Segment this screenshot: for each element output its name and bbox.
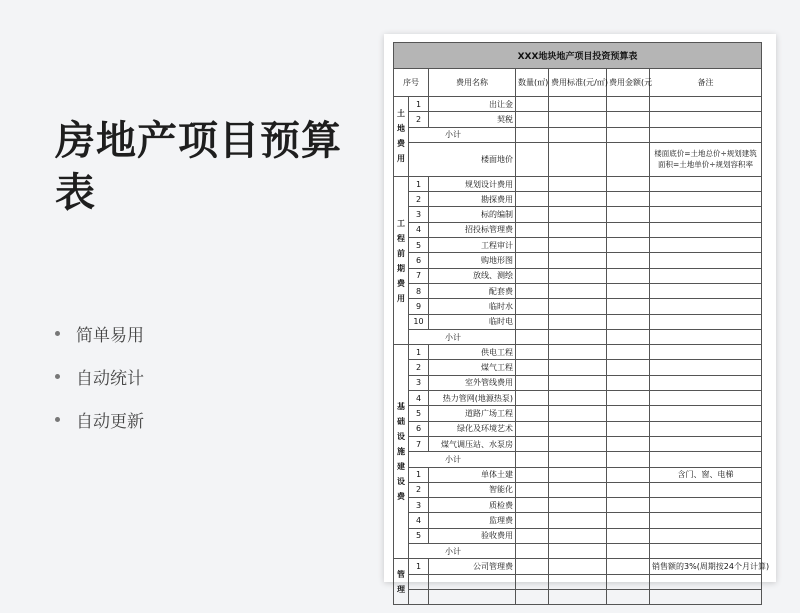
table-cell [549, 559, 607, 574]
row-number: 1 [409, 467, 429, 482]
row-note [650, 283, 762, 298]
table-cell [549, 360, 607, 375]
cost-name: 购地形图 [429, 253, 516, 268]
table-cell [516, 329, 549, 344]
table-row [394, 253, 762, 268]
cost-name: 配套费 [429, 283, 516, 298]
spreadsheet-preview [384, 34, 776, 594]
table-cell [516, 192, 549, 207]
header-std: 费用标准(元/㎡) [549, 69, 607, 97]
cost-name: 楼面地价 [409, 142, 516, 176]
table-cell [607, 142, 650, 176]
row-number: 4 [409, 222, 429, 237]
table-cell [516, 544, 549, 559]
subtotal-label: 小计 [409, 127, 516, 142]
header-seq: 序号 [394, 69, 429, 97]
table-title-row [394, 43, 762, 69]
table-cell [607, 176, 650, 191]
table-cell [607, 222, 650, 237]
row-number: 9 [409, 299, 429, 314]
table-cell [516, 207, 549, 222]
table-row [394, 268, 762, 283]
table-cell [607, 559, 650, 574]
table-cell [607, 544, 650, 559]
row-number: 2 [409, 482, 429, 497]
table-row [394, 436, 762, 451]
row-number: 3 [409, 375, 429, 390]
feature-item [55, 312, 144, 355]
table-cell [549, 268, 607, 283]
table-cell [549, 452, 607, 467]
table-cell [607, 467, 650, 482]
table-cell [516, 574, 549, 589]
table-row [394, 314, 762, 329]
table-cell [607, 314, 650, 329]
row-number: 5 [409, 528, 429, 543]
table-cell [650, 329, 762, 344]
table-cell [607, 406, 650, 421]
table-row [394, 528, 762, 543]
feature-label: 简单易用 [76, 326, 144, 346]
row-note [650, 176, 762, 191]
subtotal-label: 小计 [409, 329, 516, 344]
table-cell [516, 283, 549, 298]
table-cell [516, 268, 549, 283]
cost-name: 质检费 [429, 498, 516, 513]
table-cell [516, 345, 549, 360]
table-cell [650, 574, 762, 589]
table-cell [607, 238, 650, 253]
row-number: 7 [409, 268, 429, 283]
table-cell [516, 375, 549, 390]
cost-name: 公司管理费 [429, 559, 516, 574]
table-cell [607, 112, 650, 127]
cost-name: 煤气调压站、水泵房 [429, 436, 516, 451]
row-note [650, 299, 762, 314]
subtotal-row [394, 544, 762, 559]
row-note [650, 391, 762, 406]
table-row [394, 207, 762, 222]
table-cell [516, 238, 549, 253]
row-number: 1 [409, 345, 429, 360]
row-number: 5 [409, 406, 429, 421]
cost-name: 临时水 [429, 299, 516, 314]
feature-label: 自动统计 [76, 369, 144, 389]
table-cell [516, 112, 549, 127]
table-cell [607, 391, 650, 406]
table-row [394, 482, 762, 497]
row-note [650, 222, 762, 237]
table-row [394, 589, 762, 604]
table-cell [516, 406, 549, 421]
table-cell [607, 513, 650, 528]
cost-name: 放线、测绘 [429, 268, 516, 283]
table-cell [549, 574, 607, 589]
row-note: 销售额的3%(周期按24个月计算) [650, 559, 762, 574]
table-title: XXX地块地产项目投资预算表 [394, 43, 762, 69]
section-infra-label: 基础设施建设费 [394, 345, 409, 559]
table-cell [516, 436, 549, 451]
table-cell [607, 452, 650, 467]
header-qty: 数量(㎡) [516, 69, 549, 97]
row-number: 2 [409, 192, 429, 207]
table-cell [607, 589, 650, 604]
table-cell [607, 421, 650, 436]
row-number: 5 [409, 238, 429, 253]
cost-name: 出让金 [429, 97, 516, 112]
cost-name: 热力管网(地源热泵) [429, 391, 516, 406]
table-cell [607, 192, 650, 207]
table-row [394, 299, 762, 314]
table-row [394, 406, 762, 421]
table-row [394, 222, 762, 237]
row-number: 1 [409, 176, 429, 191]
table-cell [549, 222, 607, 237]
table-cell [607, 253, 650, 268]
table-cell [516, 127, 549, 142]
table-row [394, 467, 762, 482]
row-note [650, 268, 762, 283]
table-cell [549, 345, 607, 360]
table-cell [549, 329, 607, 344]
row-number: 7 [409, 436, 429, 451]
row-note [650, 436, 762, 451]
cost-name: 室外管线费用 [429, 375, 516, 390]
cost-name: 煤气工程 [429, 360, 516, 375]
cost-name: 单体土建 [429, 467, 516, 482]
table-viewport [393, 42, 770, 594]
table-row [394, 513, 762, 528]
table-cell [516, 528, 549, 543]
subtotal-row [394, 329, 762, 344]
cost-name: 绿化及环境艺术 [429, 421, 516, 436]
subtotal-row [394, 452, 762, 467]
cost-name: 招投标管理费 [429, 222, 516, 237]
table-header-row [394, 69, 762, 97]
subtotal-label: 小计 [409, 452, 516, 467]
cost-name: 道路广场工程 [429, 406, 516, 421]
row-note [650, 314, 762, 329]
row-note [650, 482, 762, 497]
table-cell [549, 253, 607, 268]
row-number: 6 [409, 253, 429, 268]
table-cell [549, 498, 607, 513]
table-cell [650, 127, 762, 142]
table-cell [607, 97, 650, 112]
row-number: 1 [409, 559, 429, 574]
table-cell [549, 299, 607, 314]
table-cell [607, 498, 650, 513]
row-note [650, 192, 762, 207]
row-note: 楼面底价=土地总价÷规划建筑面积=土地单价÷规划容积率 [650, 142, 762, 176]
bullet-dot-icon [55, 331, 60, 336]
header-amount: 费用金额(元 [607, 69, 650, 97]
row-note: 含门、窗、电梯 [650, 467, 762, 482]
table-cell [516, 467, 549, 482]
feature-item [55, 355, 144, 398]
cost-name: 智能化 [429, 482, 516, 497]
table-row [394, 360, 762, 375]
feature-list [55, 312, 144, 441]
row-note [650, 360, 762, 375]
row-note [650, 375, 762, 390]
table-row [394, 391, 762, 406]
table-cell [516, 360, 549, 375]
table-cell [549, 142, 607, 176]
table-cell [607, 360, 650, 375]
row-number: 2 [409, 360, 429, 375]
cost-name: 监理费 [429, 513, 516, 528]
table-cell [650, 544, 762, 559]
table-row [394, 559, 762, 574]
table-cell [607, 436, 650, 451]
row-note [650, 421, 762, 436]
table-cell [549, 207, 607, 222]
row-note [650, 498, 762, 513]
cost-name: 验收费用 [429, 528, 516, 543]
row-note [650, 513, 762, 528]
header-name: 费用名称 [429, 69, 516, 97]
table-cell [549, 589, 607, 604]
table-cell [549, 436, 607, 451]
row-note [650, 345, 762, 360]
table-cell [607, 574, 650, 589]
row-number: 3 [409, 207, 429, 222]
table-cell [516, 513, 549, 528]
table-cell [650, 452, 762, 467]
table-cell [549, 513, 607, 528]
table-cell [607, 482, 650, 497]
table-cell [516, 222, 549, 237]
cost-name: 标的编制 [429, 207, 516, 222]
row-number: 8 [409, 283, 429, 298]
hero-title: 房地产项目预算表 [55, 118, 342, 216]
table-cell [549, 421, 607, 436]
table-cell [607, 299, 650, 314]
bullet-dot-icon [55, 417, 60, 422]
table-cell [549, 127, 607, 142]
table-cell [650, 589, 762, 604]
cost-name: 契税 [429, 112, 516, 127]
row-note [650, 528, 762, 543]
row-number: 4 [409, 513, 429, 528]
bullet-dot-icon [55, 374, 60, 379]
subtotal-label: 小计 [409, 544, 516, 559]
table-cell [516, 452, 549, 467]
table-cell [549, 482, 607, 497]
row-number: 3 [409, 498, 429, 513]
table-cell [549, 375, 607, 390]
table-cell [516, 142, 549, 176]
row-note [650, 238, 762, 253]
table-cell [607, 375, 650, 390]
table-row [394, 112, 762, 127]
table-cell [607, 329, 650, 344]
table-row [394, 421, 762, 436]
table-row [394, 498, 762, 513]
table-cell [516, 482, 549, 497]
feature-item [55, 398, 144, 441]
table-cell [516, 589, 549, 604]
table-cell [516, 97, 549, 112]
table-cell [607, 283, 650, 298]
table-cell [516, 253, 549, 268]
row-number: 4 [409, 391, 429, 406]
table-cell [549, 97, 607, 112]
row-number: 1 [409, 97, 429, 112]
table-cell [607, 268, 650, 283]
header-note: 备注 [650, 69, 762, 97]
section-land-label: 土地费用 [394, 97, 409, 177]
row-note [650, 406, 762, 421]
row-number: 6 [409, 421, 429, 436]
table-row [394, 192, 762, 207]
table-cell [549, 406, 607, 421]
row-note [650, 207, 762, 222]
table-cell [607, 207, 650, 222]
table-row [394, 97, 762, 112]
table-cell [607, 345, 650, 360]
section-mgmt-label: 管理 [394, 559, 409, 605]
table-row [394, 142, 762, 176]
row-note [650, 97, 762, 112]
table-row [394, 176, 762, 191]
table-cell [549, 314, 607, 329]
table-cell [607, 127, 650, 142]
table-cell [549, 238, 607, 253]
subtotal-row [394, 127, 762, 142]
table-cell [549, 283, 607, 298]
cost-name: 临时电 [429, 314, 516, 329]
table-row [394, 574, 762, 589]
cost-name: 勘探费用 [429, 192, 516, 207]
table-cell [516, 299, 549, 314]
table-cell [549, 528, 607, 543]
table-cell [549, 391, 607, 406]
row-number: 10 [409, 314, 429, 329]
table-cell [516, 314, 549, 329]
table-cell [516, 498, 549, 513]
cost-name: 工程审计 [429, 238, 516, 253]
table-row [394, 345, 762, 360]
table-cell [549, 192, 607, 207]
table-cell [607, 528, 650, 543]
table-cell [516, 176, 549, 191]
table-cell [549, 467, 607, 482]
table-cell [516, 421, 549, 436]
row-number: 2 [409, 112, 429, 127]
feature-label: 自动更新 [76, 412, 144, 432]
table-row [394, 375, 762, 390]
section-prelim-label: 工程前期费用 [394, 176, 409, 344]
table-cell [549, 112, 607, 127]
table-row [394, 238, 762, 253]
budget-table [393, 42, 770, 605]
cost-name: 规划设计费用 [429, 176, 516, 191]
table-cell [516, 559, 549, 574]
table-row [394, 283, 762, 298]
table-cell [549, 176, 607, 191]
row-note [650, 112, 762, 127]
table-cell [549, 544, 607, 559]
cost-name: 供电工程 [429, 345, 516, 360]
row-note [650, 253, 762, 268]
table-cell [516, 391, 549, 406]
